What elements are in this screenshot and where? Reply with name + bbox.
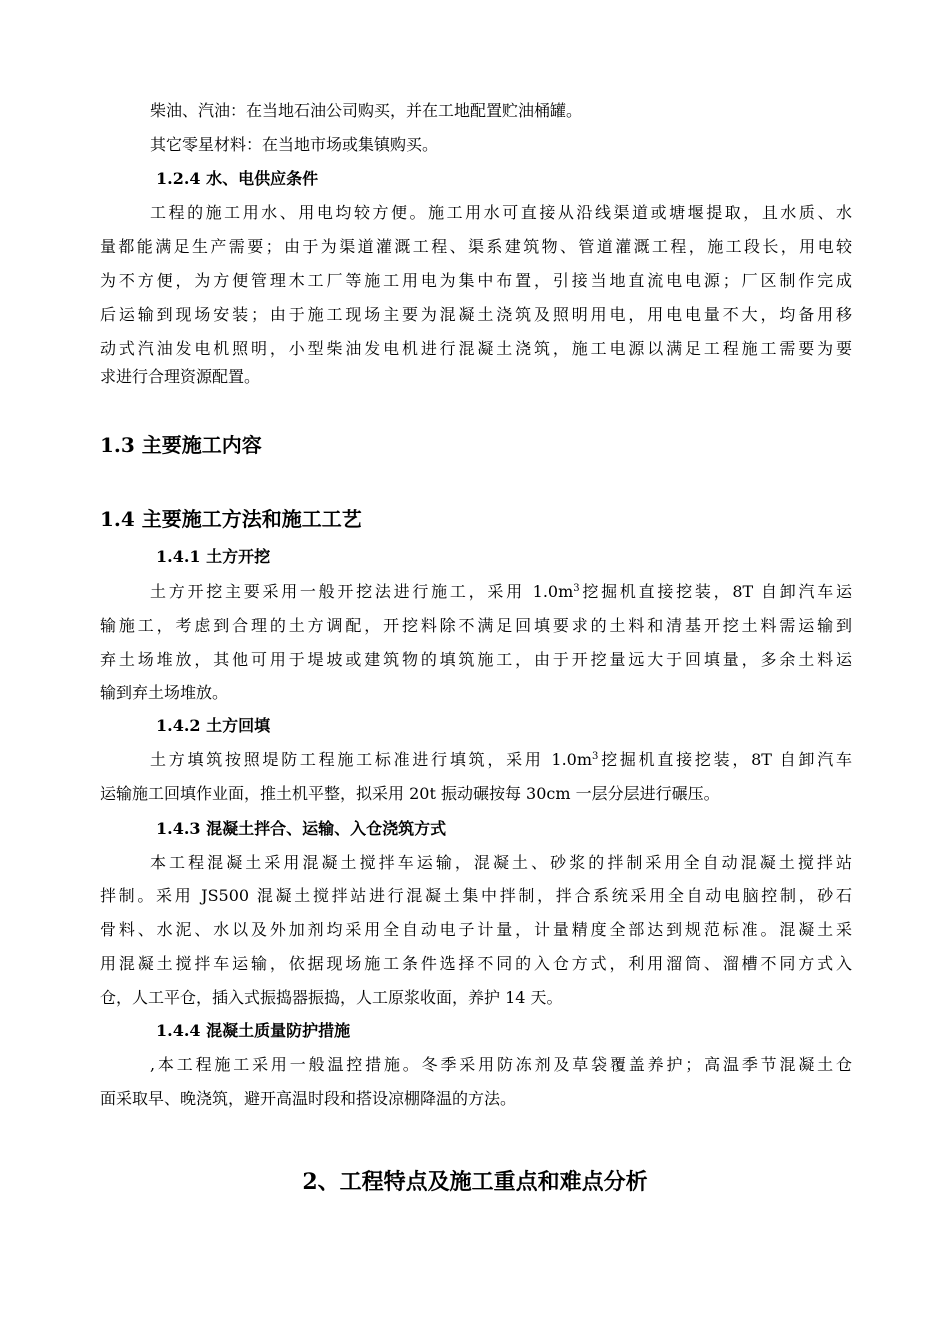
paragraph-line: 工程的施工用水、用电均较方便。施工用水可直接从沿线渠道或塘堰提取，且水质、水	[150, 203, 852, 222]
paragraph-fuel: 柴油、汽油：在当地石油公司购买，并在工地配置贮油桶罐。	[150, 101, 583, 120]
paragraph-line: 土方填筑按照堤防工程施工标准进行填筑，采用 $1.0m^3$挖掘机直接挖装，8T 自卸汽车	[150, 750, 852, 769]
paragraph-line: 用混凝土搅拌车运输，依据现场施工条件选择不同的入仓方式，利用溜筒、溜槽不同方式入	[100, 954, 852, 973]
paragraph-line: 输施工，考虑到合理的土方调配，开挖料除不满足回填要求的土料和清基开挖土料需运输到	[100, 616, 852, 635]
paragraph-line: 面采取早、晚浇筑，避开高温时段和搭设凉棚降温的方法。	[100, 1089, 517, 1108]
paragraph-line: 为不方便，为方便管理木工厂等施工用电为集中布置，引接当地直流电电源；厂区制作完成	[100, 271, 852, 290]
paragraph-line: 运输施工回填作业面，推土机平整，拟采用 20t 振动碾按每 30cm 一层分层进行碾压。	[100, 784, 720, 803]
paragraph-line: 输到弃土场堆放。	[100, 683, 229, 702]
section-heading-1-4-2: 1.4.2 土方回填	[156, 716, 271, 735]
chapter-heading-2: 2、工程特点及施工重点和难点分析	[302, 1169, 648, 1195]
paragraph-line: 拌制。采用 JS500 混凝土搅拌站进行混凝土集中拌制，拌合系统采用全自动电脑控制，砂石	[100, 886, 852, 905]
paragraph-other-materials: 其它零星材料：在当地市场或集镇购买。	[150, 135, 439, 154]
paragraph-line: 骨料、水泥、水以及外加剂均采用全自动电子计量，计量精度全部达到规范标准。混凝土采	[100, 920, 852, 939]
paragraph-line: 本工程混凝土采用混凝土搅拌车运输，混凝土、砂浆的拌制采用全自动混凝土搅拌站	[150, 853, 852, 872]
section-heading-1-4-1: 1.4.1 土方开挖	[156, 547, 271, 566]
paragraph-line: 动式汽油发电机照明，小型柴油发电机进行混凝土浇筑，施工电源以满足工程施工需要为要	[100, 339, 852, 358]
section-heading-1-4: 1.4 主要施工方法和施工工艺	[100, 507, 362, 531]
paragraph-line: 弃土场堆放，其他可用于堤坡或建筑物的填筑施工，由于开挖量远大于回填量，多余土料运	[100, 650, 852, 669]
paragraph-line: ,本工程施工采用一般温控措施。冬季采用防冻剂及草袋覆盖养护；高温季节混凝土仓	[150, 1055, 852, 1074]
section-heading-1-4-4: 1.4.4 混凝土质量防护措施	[156, 1021, 351, 1040]
paragraph-line: 后运输到现场安装；由于施工现场主要为混凝土浇筑及照明用电，用电电量不大，均备用移	[100, 305, 852, 324]
section-heading-1-3: 1.3 主要施工内容	[100, 433, 262, 457]
paragraph-line: 土方开挖主要采用一般开挖法进行施工，采用 $1.0m^3$挖掘机直接挖装，8T 自卸汽车运	[150, 582, 852, 601]
paragraph-line: 求进行合理资源配置。	[100, 367, 261, 386]
section-heading-1-2-4: 1.2.4 水、电供应条件	[156, 169, 319, 188]
paragraph-line: 仓，人工平仓，插入式振捣器振捣，人工原浆收面，养护 14 天。	[100, 988, 563, 1007]
section-heading-1-4-3: 1.4.3 混凝土拌合、运输、入仓浇筑方式	[156, 819, 447, 838]
paragraph-line: 量都能满足生产需要；由于为渠道灌溉工程、渠系建筑物、管道灌溉工程，施工段长，用电较	[100, 237, 852, 256]
